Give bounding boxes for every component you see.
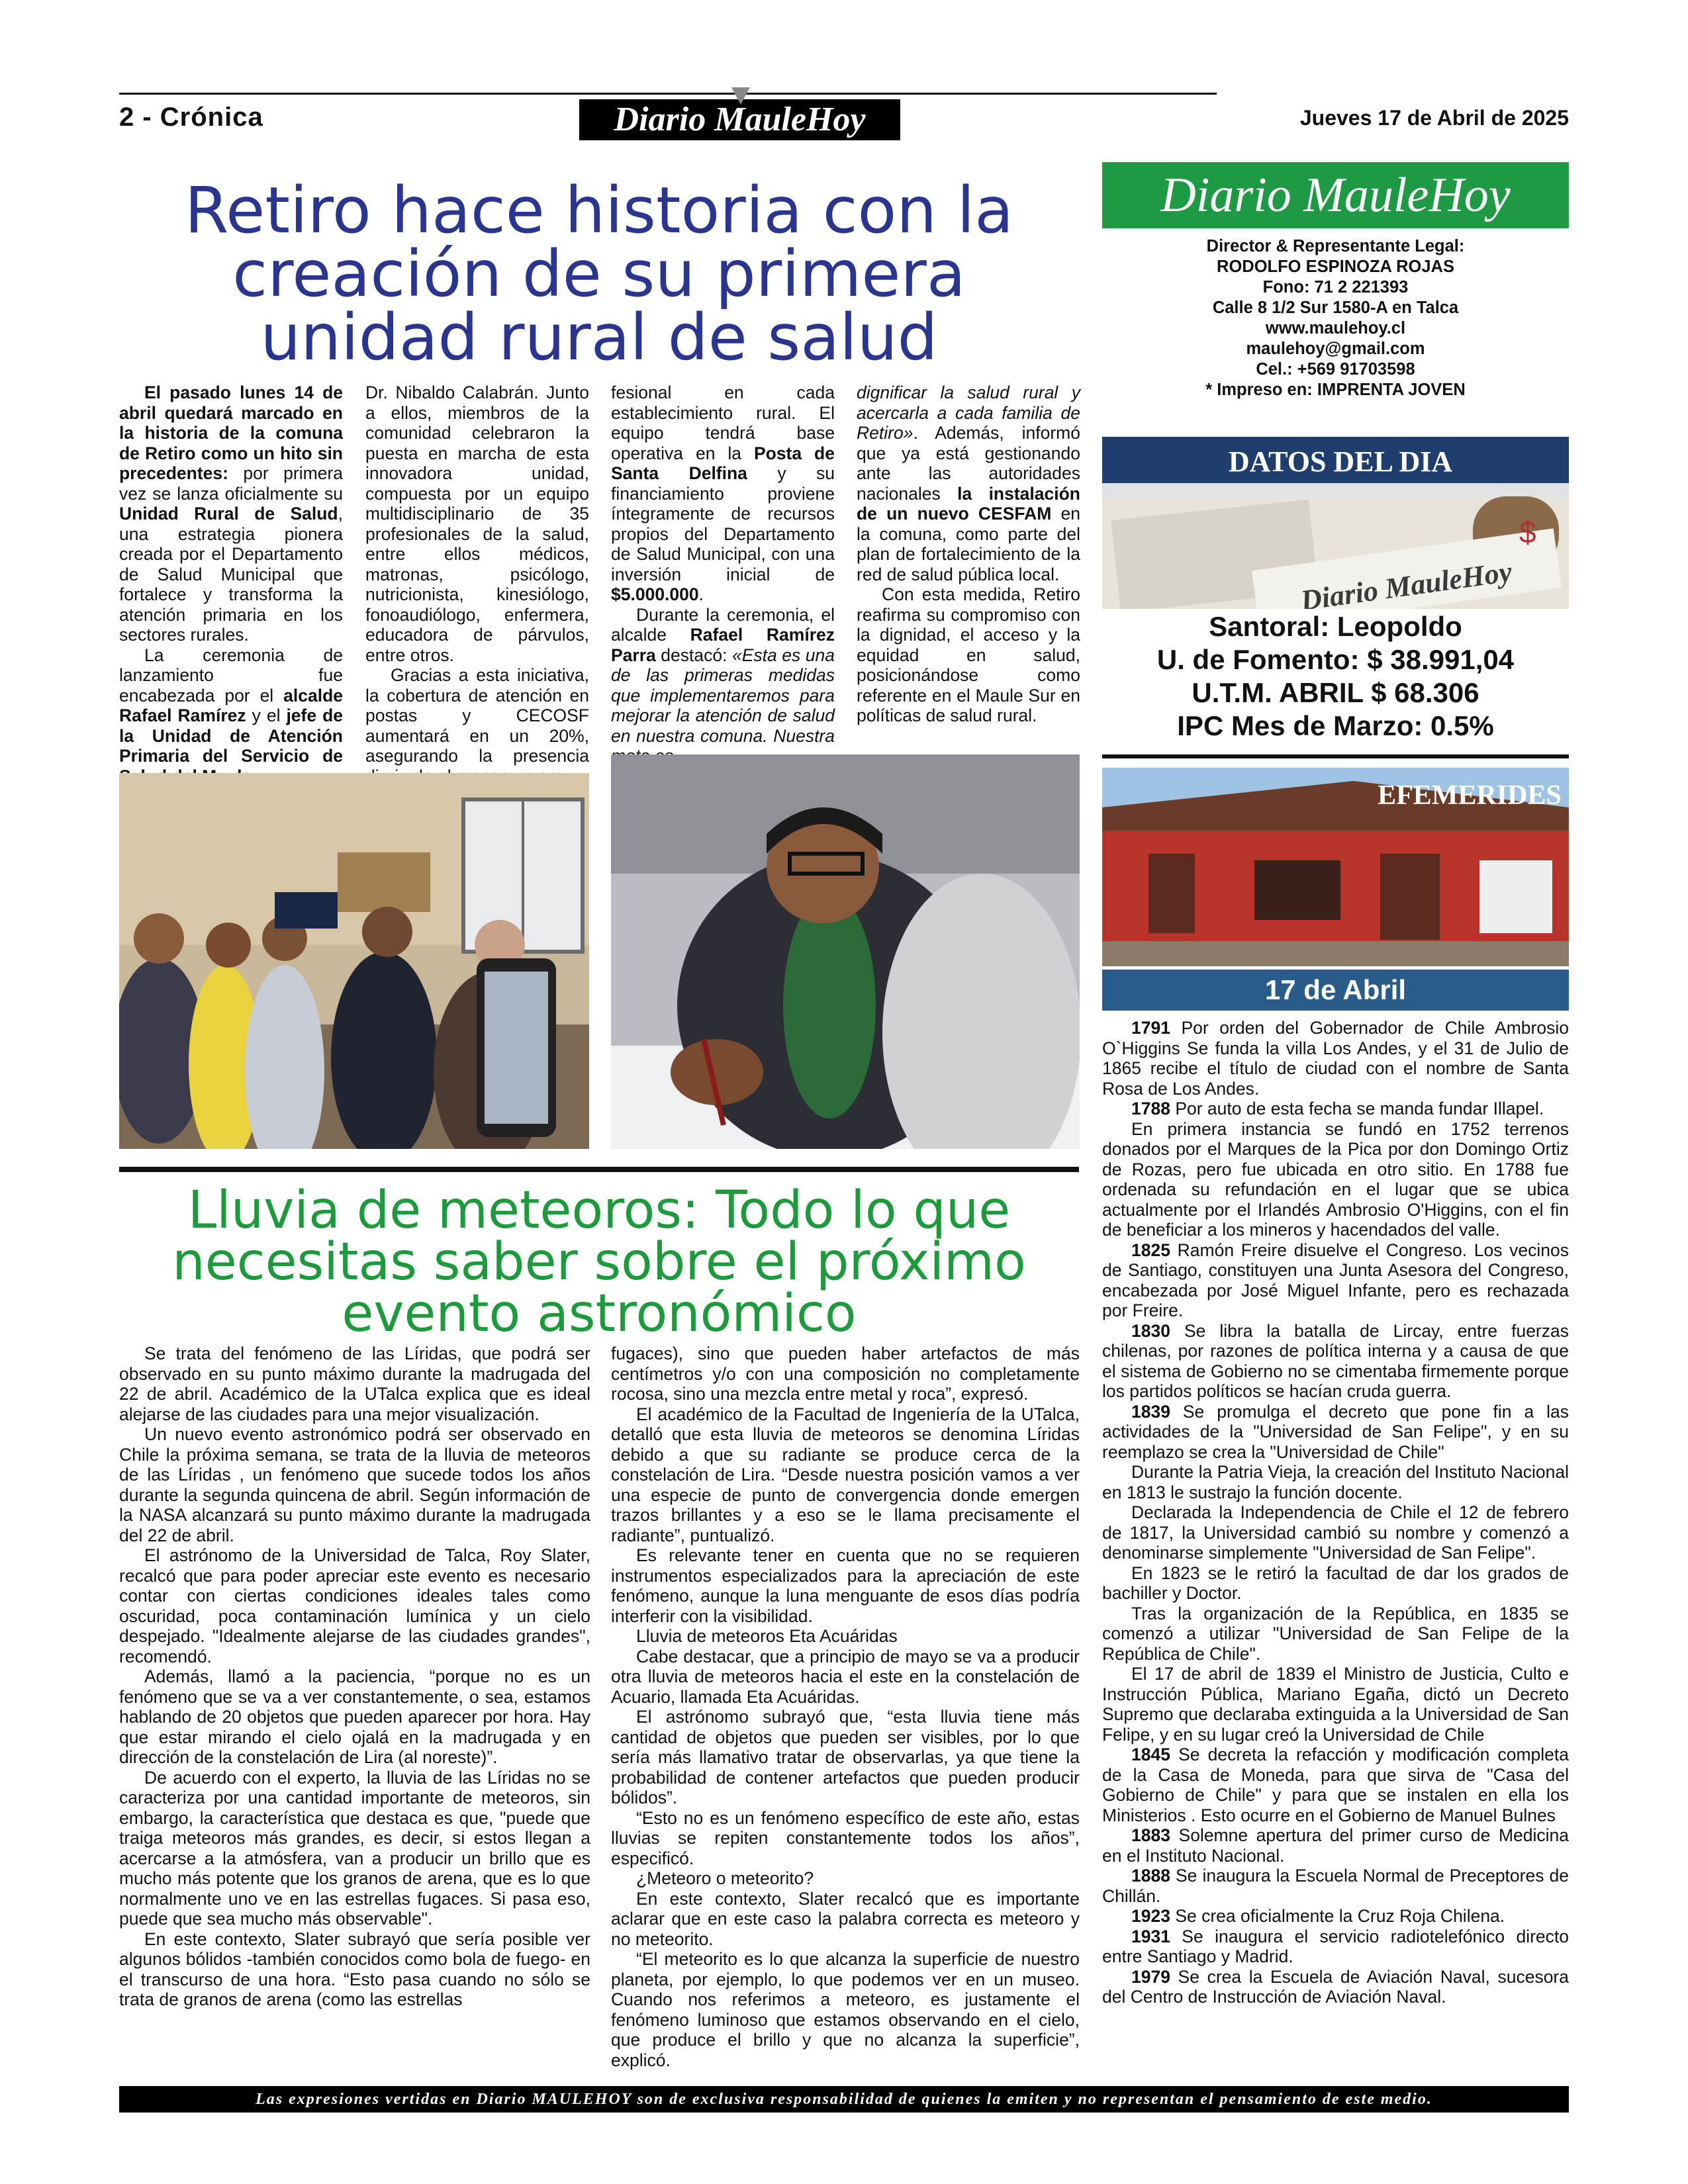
text-run: alcalde Rafael Ramírez xyxy=(119,685,343,725)
masthead-line: Fono: 71 2 221393 xyxy=(1262,278,1409,296)
header-logo: Diario MauleHoy xyxy=(579,99,900,140)
text-run: , una estrategia pionera creada por el Departamento de Salud Municipal que fortalece y transforma la atención primaria en los sectores rurales. xyxy=(119,504,343,645)
datos-title: DATOS DEL DIA xyxy=(1228,445,1453,478)
article2-column-1 xyxy=(119,1343,590,2010)
footer-disclaimer: Las expresiones vertidas en Diario MAULEHOY son de exclusiva responsabilidad de quienes la emiten y no representan el pensamiento de este medio. xyxy=(119,2086,1569,2113)
header-logo-accent xyxy=(731,87,750,105)
text-run: . Además, informó que ya está gestionando ante las autoridades nacionales xyxy=(857,423,1080,504)
paragraph: Dr. Nibaldo Calabrán. Junto a ellos, miembros de la comunidad celebraron la puesta en marcha de esta innovadora unidad, compuesta por un equipo multidisciplinario de 35 profesionales de la salud, entre ellos médicos, matronas, psicólogo, nutricionista, kinesiólogo, fonoaudiólogo, enfermera, educadora de párvulos, entre otros. xyxy=(365,383,589,665)
uf-value: U. de Fomento: $ 38.991,04 xyxy=(1156,644,1515,675)
efemeride-year: 1931 xyxy=(1131,1926,1170,1946)
efemeride-text: En primera instancia se fundó en 1752 terrenos donados por el Marques de la Pica por don Domingo Ortiz de Rozas, pero fue ubicada en otro sitio. En 1788 fue ordenada su refundación en el lugar que se ubica actualmente por el Irlandés Ambrosio O'Higgins, con el fin de beneficiar a los mineros y hacendados del valle. xyxy=(1102,1118,1569,1240)
efemerides-title: EFEMERIDES xyxy=(1378,780,1562,811)
text-run: Durante la ceremonia, el alcalde xyxy=(611,604,835,645)
text-run: jefe de la Unidad de Atención Primaria del Servicio de xyxy=(119,705,344,766)
article2-headline: Lluvia de meteoros: Todo lo que necesitas saber sobre el próximo evento astronómico xyxy=(172,1181,1026,1343)
paragraph: Se trata del fenómeno de las Líridas, que podrá ser observado en su punto máximo durante la madrugada del 22 de abril. Académico de la UTalca explica que es ideal alejarse de las ciudades para una mejor visualización. xyxy=(119,1343,590,1424)
paragraph: Gracias a esta iniciativa, la cobertura de atención en postas y CECOSF aumentará en un 20%, asegurando la presencia xyxy=(365,665,589,766)
efemeride-year: 1830 xyxy=(1131,1320,1170,1341)
efemeride-text: Declarada la Independencia de Chile el 12 de febrero de 1817, la Universidad cambió su nombre y comenzó a denominarse simplemente "Universidad de San Felipe". xyxy=(1102,1502,1569,1563)
efemeride-text: Se inaugura la Escuela Normal de Preceptores de Chillán. xyxy=(1102,1866,1569,1906)
ipc-value: IPC Mes de Marzo: 0.5% xyxy=(1177,710,1494,741)
efemeride-text: Ramón Freire disuelve el Congreso. Los vecinos de Santiago, constituyen una Junta Asesora del Congreso, encabezada por José Miguel Infante, pero es rechazada por Freire. xyxy=(1102,1240,1569,1320)
santoral: Santoral: Leopoldo xyxy=(1209,611,1462,642)
datos-paper-logo: Diario MauleHoy xyxy=(1298,555,1514,609)
paragraph: Cabe destacar, que a principio de mayo se va a producir otra lluvia de meteoros hacia el este en la constelación de Acuario, llamada Eta Acuáridas. xyxy=(611,1646,1080,1707)
masthead-info xyxy=(1102,236,1569,400)
text-run: El pasado lunes 14 de abril quedará marcado en la historia de la comuna de Retiro como un hito sin precedentes: xyxy=(119,383,343,483)
efemeride-year: 1845 xyxy=(1131,1745,1170,1764)
efemeride-year: 1979 xyxy=(1131,1966,1170,1987)
article2-column-2 xyxy=(611,1343,1080,2070)
paragraph: Además, llamó a la paciencia, “porque no es un fenómeno que se va a ver constantemente, o sea, estamos hablando de 20 objetos que pueden aparecer por hora. Hay que estar mirando el cielo ojalá en la madrugada y en dirección de la constelación de Lira (al noreste)”. xyxy=(119,1666,590,1767)
paragraph: Es relevante tener en cuenta que no se requieren instrumentos especializados para la apreciación de este fenómeno, aunque la luna menguante de esos días podría interferir con la visibilidad. xyxy=(611,1545,1080,1626)
masthead-line: Director & Representante Legal: xyxy=(1206,237,1465,255)
masthead-line: * Impreso en: IMPRENTA JOVEN xyxy=(1205,381,1466,399)
paragraph: En este contexto, Slater subrayó que sería posible ver algunos bólidos -también conocidos como bola de fuego- en el transcurso de una hora. “Esto pasa cuando no sólo se trata de granos de arena (como las estrellas xyxy=(119,1929,590,2009)
utm-value: U.T.M. ABRIL $ 68.306 xyxy=(1192,677,1479,708)
photo-ceremony xyxy=(119,773,589,1149)
masthead-line: RODOLFO ESPINOZA ROJAS xyxy=(1217,257,1454,276)
efemeride-text: Se decreta la refacción y modificación completa de la Casa de Moneda, para que sirva de "Casa del Gobierno de Chile" y para que se instalen en ella los Ministerios . Esto ocurre en el Gobierno de Manuel Bulnes xyxy=(1102,1745,1569,1825)
text-run: $5.000.000 xyxy=(611,584,699,604)
text-run: y el xyxy=(246,705,287,725)
page-section-label: 2 - Crónica xyxy=(119,103,263,132)
efemeride-text: Solemne apertura del primer curso de Medicina en el Instituto Nacional. xyxy=(1102,1825,1569,1866)
header-date: Jueves 17 de Abril de 2025 xyxy=(1299,106,1569,130)
paragraph: En este contexto, Slater recalcó que es importante aclarar que en este caso la palabra correcta es meteoro y no meteorito. xyxy=(611,1888,1080,1949)
text-run: La ceremonia de lanzamiento fue encabezada por el xyxy=(119,645,343,705)
article1-column-1 xyxy=(119,383,343,786)
paragraph: Un nuevo evento astronómico podrá ser observado en Chile la próxima semana, se trata de la lluvia de meteoros de las Líridas , un fenómeno que sucede todos los años durante la segunda quincena de abril. Según información de la NASA alcanzará su punto máximo durante la madrugada del 22 de abril. xyxy=(119,1424,590,1545)
article1-column-2 xyxy=(365,383,589,786)
photo-signing xyxy=(611,754,1080,1149)
masthead-line: www.maulehoy.cl xyxy=(1265,319,1406,338)
paragraph: “Esto no es un fenómeno específico de este año, estas lluvias se repiten constantemente todos los años”, especificó. xyxy=(611,1807,1080,1868)
efemeride-item xyxy=(1102,1119,1569,1240)
efemerides-banner xyxy=(1102,768,1569,966)
text-run: Rafael Ramírez Parra xyxy=(611,625,835,665)
efemeride-year: 1788 xyxy=(1131,1099,1170,1118)
text-run: Unidad Rural de Salud xyxy=(119,504,338,523)
paragraph: El astrónomo de la Universidad de Talca, Roy Slater, recalcó que para poder apreciar este evento es necesario contar con ciertas condiciones ideales tales como oscuridad, poca contaminación lumínica y un cielo despejado. "Idealmente alejarse de las ciudades grandes", recomendó. xyxy=(119,1545,590,1666)
efemeride-year: 1888 xyxy=(1131,1866,1170,1886)
masthead-line: Calle 8 1/2 Sur 1580-A en Talca xyxy=(1212,298,1459,317)
sidebar-logo: Diario MauleHoy xyxy=(1102,162,1569,228)
text-run: en la comuna, como parte del plan de fortalecimiento de la red de salud pública local. xyxy=(857,504,1080,584)
text-run: la instalación de un nuevo CESFAM xyxy=(857,483,1080,523)
efemeride-item xyxy=(1102,1604,1569,1664)
efemeride-text: Se promulga el decreto que pone fin a las actividades de la "Universidad de San Felipe", y en su reemplazo se crea la "Universidad de Chile" xyxy=(1102,1401,1569,1462)
efemeride-item xyxy=(1102,1321,1569,1402)
efemeride-text: Durante la Patria Vieja, la creación del Instituto Nacional en 1813 le sustrajo la función docente. xyxy=(1102,1462,1569,1502)
text-run: «Esta es una de las primeras medidas que implementaremos para mejorar la atención de salud en nuestra comuna. Nuestra xyxy=(611,645,835,746)
efemeride-year: 1825 xyxy=(1131,1240,1170,1260)
efemeride-text: Se crea la Escuela de Aviación Naval, sucesora del Centro de Instrucción de Aviación Naval. xyxy=(1102,1966,1569,2007)
paragraph: “El meteorito es lo que alcanza la superficie de nuestro planeta, por ejemplo, lo que podemos ver en un museo. Cuando nos referimos a meteoro, es justamente el fenómeno luminoso que estamos observando en el cielo, que produce el brillo y que no alcanza la superficie”, explicó. xyxy=(611,1949,1080,2070)
masthead-line: maulehoy@gmail.com xyxy=(1246,340,1425,358)
text-run: dignificar la salud rural y acercarla a cada familia de Retiro» xyxy=(857,383,1080,443)
text-run: . xyxy=(698,584,704,604)
paragraph: El académico de la Facultad de Ingeniería de la UTalca, detalló que esta lluvia de meteoros se denomina Líridas debido a que su radiante se produce cerca de la constelación de Lira. “Desde nuestra posición vamos a ver una especie de punto de convergencia donde emergen trazos brillantes y a eso se le llama precisamente el radiante”, puntualizó. xyxy=(611,1404,1080,1545)
efemeride-item xyxy=(1102,1927,1569,1967)
article1-column-4 xyxy=(857,383,1080,726)
paragraph: El astrónomo subrayó que, “esta lluvia tiene más cantidad de objetos que pueden ser visibles, por lo que sería más llamativo tratar de observarlas, ya que tiene la probabilidad de contener artefactos que pueden producir bólidos”. xyxy=(611,1707,1080,1807)
efemeride-item xyxy=(1102,1502,1569,1563)
efemeride-item xyxy=(1102,1664,1569,1745)
header-rule xyxy=(119,93,1217,95)
efemeride-year: 1791 xyxy=(1131,1018,1170,1038)
efemeride-item xyxy=(1102,1402,1569,1463)
paragraph: fugaces), sino que pueden haber artefactos de más centímetros y/o con una composición no completamente rocosa, sino una mezcla entre metal y roca”, expresó. xyxy=(611,1343,1080,1404)
subheading: ¿Meteoro o meteorito? xyxy=(636,1868,814,1888)
efemeride-item xyxy=(1102,1462,1569,1502)
subheading: Lluvia de meteoros Eta Acuáridas xyxy=(636,1626,898,1646)
paragraph: Con esta medida, Retiro reafirma su compromiso con la dignidad, el acceso y la equidad en salud, posicionándose como referente en el Maule Sur en políticas de salud rural. xyxy=(857,584,1080,725)
efemerides-date: 17 de Abril xyxy=(1102,970,1569,1011)
masthead-line: Cel.: +569 91703598 xyxy=(1256,360,1415,379)
article1-column-3 xyxy=(611,383,835,766)
text-run: por primera vez se lanza oficialmente su xyxy=(119,463,343,504)
datos-del-dia-stats xyxy=(1102,610,1569,743)
datos-del-dia-banner xyxy=(1102,437,1569,609)
efemeride-item xyxy=(1102,1866,1569,1906)
efemeride-text: Se crea oficialmente la Cruz Roja Chilena. xyxy=(1170,1906,1505,1926)
text-run: fesional en cada establecimiento rural. El equipo tendrá base operativa en la xyxy=(611,383,835,463)
efemeride-item xyxy=(1102,1018,1569,1099)
efemeride-item xyxy=(1102,1563,1569,1604)
efemeride-text: Se inaugura el servicio radiotelefónico directo entre Santiago y Madrid. xyxy=(1102,1926,1569,1966)
efemeride-text: Por auto de esta fecha se manda fundar Illapel. xyxy=(1170,1099,1544,1118)
efemeride-text: El 17 de abril de 1839 el Ministro de Justicia, Culto e Instrucción Pública, Mariano Egaña, dictó un Decreto Supremo que declaraba extinguida a la Universidad de San Felipe, y en su lugar creó la Universidad de Chile xyxy=(1102,1664,1569,1745)
text-run: y su financiamiento proviene íntegramente de recursos propios del Departamento de Salud Municipal, con una inversión inicial de xyxy=(611,463,835,584)
efemeride-text: En 1823 se le retiró la facultad de dar los grados de bachiller y Doctor. xyxy=(1102,1563,1569,1603)
section-divider xyxy=(119,1167,1079,1172)
sidebar-divider xyxy=(1102,754,1569,758)
efemeride-text: Por orden del Gobernador de Chile Ambrosio O`Higgins Se funda la villa Los Andes, y el 31 de Julio de 1865 recibe el título de ciudad con el nombre de Santa Rosa de Los Andes. xyxy=(1102,1018,1569,1099)
efemeride-item xyxy=(1102,1099,1569,1119)
efemeride-item xyxy=(1102,1745,1569,1825)
text-run: Posta de Santa Delfina xyxy=(611,443,835,483)
article1-headline: Retiro hace historia con la creación de su primera unidad rural de salud xyxy=(184,173,1014,375)
efemeride-item xyxy=(1102,1825,1569,1866)
dollar-icon: $ xyxy=(1519,515,1536,549)
efemeride-text: Tras la organización de la República, en 1835 se comenzó a utilizar "Universidad de San Felipe de la República de Chile". xyxy=(1102,1603,1569,1664)
efemeride-item xyxy=(1102,1240,1569,1321)
text-run: destacó: xyxy=(655,645,732,665)
efemeride-item xyxy=(1102,1906,1569,1927)
efemeride-year: 1883 xyxy=(1131,1825,1170,1845)
efemeride-item xyxy=(1102,1967,1569,2007)
paragraph: De acuerdo con el experto, la lluvia de las Líridas no se caracteriza por una cantidad importante de meteoros, sin embargo, la característica que destaca es que, "puede que traiga meteoros más grandes, es decir, si estos llegan a acercarse a la atmósfera, van a producir un brillo que es mucho más potente que los granos de arena, que es lo que normalmente uno ve en las estrellas fugaces. Si pasa eso, puede que sea mucho más observable". xyxy=(119,1767,590,1929)
efemeride-text: Se libra la batalla de Lircay, entre fuerzas chilenas, por razones de política interna y a causa de que el sistema de Gobierno no se cimentaba firmemente porque los partidos políticos se hacían cruda guerra. xyxy=(1102,1320,1569,1401)
efemerides-list xyxy=(1102,1018,1569,2007)
efemeride-year: 1923 xyxy=(1131,1906,1170,1926)
efemeride-year: 1839 xyxy=(1131,1401,1170,1422)
